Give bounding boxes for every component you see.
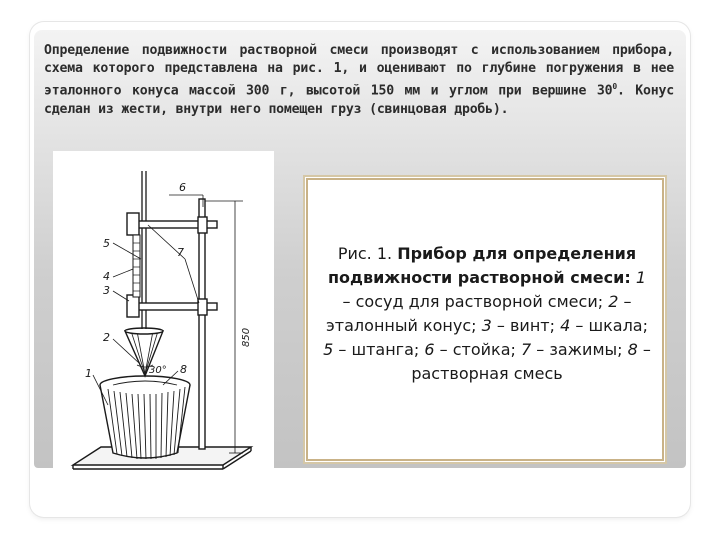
intro-line-2: прибора, схема которого представлена на рис. 1, и оценивают по глубине [44,43,674,77]
item-2-num: 2 [608,292,619,311]
label-2: 2 [103,331,110,344]
caption-prefix: Рис. 1. [337,244,398,263]
apparatus-figure [53,151,274,491]
intro-line-3: погружения в нее эталонного конуса массой 300 г, высотой 150 мм и углом [44,61,674,99]
item-5-text: – штанга; [333,340,425,359]
item-7-num: 7 [520,340,532,359]
label-8: 8 [180,363,187,376]
item-3-num: 3 [481,316,492,335]
item-4-num: 4 [560,316,571,335]
item-8-num: 8 [627,340,638,359]
stand [199,199,205,449]
item-2-text: – эталонный конус; [326,292,632,335]
dimension-label: 850 [241,327,252,347]
item-4-text: – шкала; [570,316,648,335]
label-3: 3 [103,284,110,297]
intro-line-1: Определение подвижности растворной смеси производят с использованием [44,43,600,58]
scale [133,235,140,297]
intro-line-4b: . Конус сделан из жести, внутри него помещен груз [44,83,675,117]
intro-line-4a: при вершине 30 [498,83,613,99]
label-6: 6 [179,181,186,194]
item-6-num: 6 [424,340,435,359]
label-7: 7 [177,246,184,259]
angle-label: 30° [149,365,167,376]
item-5-num: 5 [323,340,334,359]
label-5: 5 [103,237,110,250]
item-8-text: – растворная смесь [411,340,651,383]
vessel [100,376,190,459]
item-1-text: – сосуд для растворной смеси; [342,292,609,311]
caption-box [306,178,664,461]
intro-paragraph [44,42,674,119]
apparatus-drawing [53,151,274,491]
label-4: 4 [103,270,110,283]
figure-caption [322,242,652,386]
degree-superscript: 0 [612,82,617,92]
item-1-num: 1 [635,268,646,287]
caption-title: Прибор для определения подвижности растворной смеси: [327,244,637,287]
item-3-text: – винт; [491,316,561,335]
item-7-text: – зажимы; [531,340,628,359]
label-1: 1 [85,367,92,380]
intro-line-5: (свинцовая дробь). [369,102,509,117]
item-6-text: – стойка; [434,340,521,359]
